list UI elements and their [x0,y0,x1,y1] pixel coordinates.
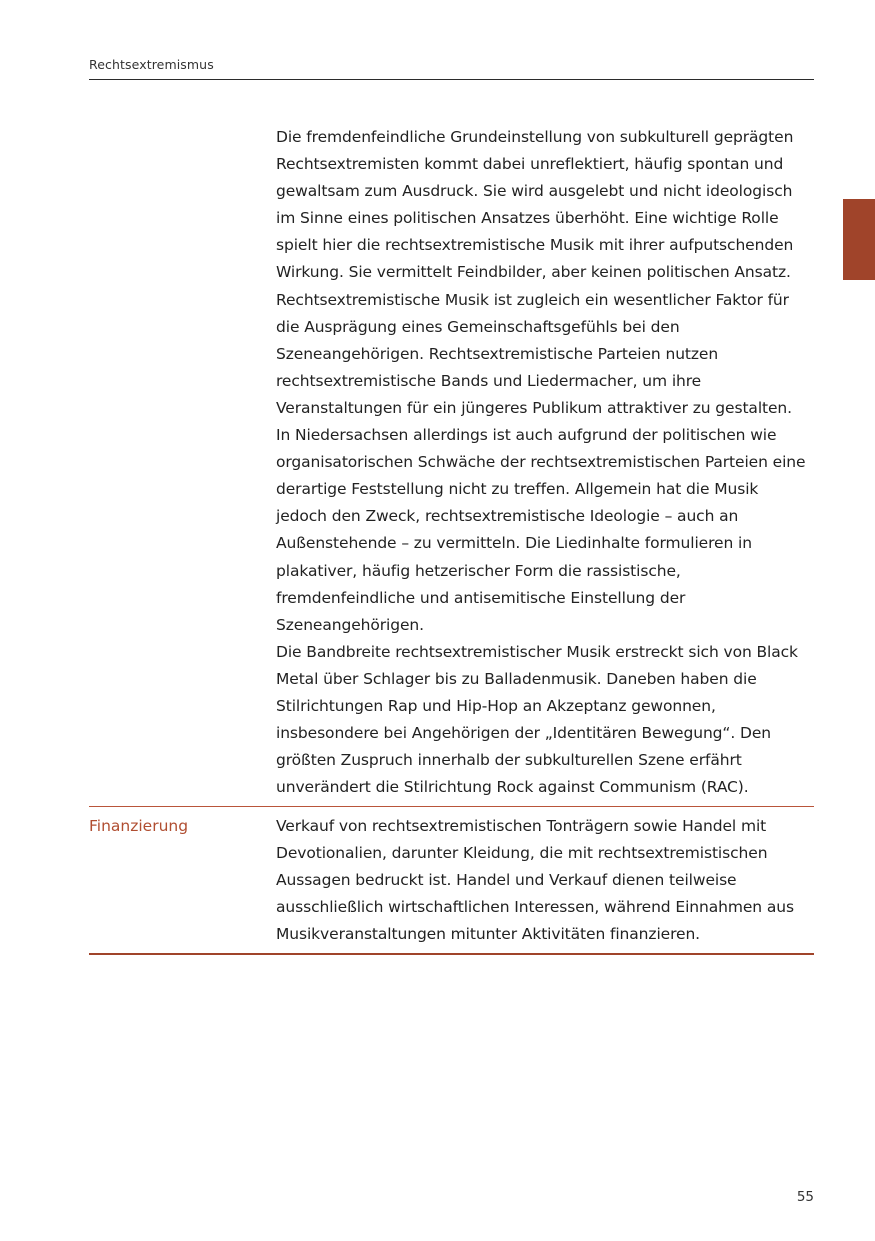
header-rule [89,79,814,80]
chapter-tab-marker [843,199,875,280]
row-label-finanzierung: Finanzierung [89,817,189,835]
row-body [276,124,806,801]
paragraph: Die Bandbreite rechtsextremistischer Musik erstreckt sich von Black Metal über Schlager bis zu Balladenmusik. Daneben haben die Stilrichtungen Rap und Hip-Hop an Akzeptanz gewonnen, insbesondere bei Angehörigen der „Identitären Bewegung“. Den größten Zuspruch innerhalb der subkulturellen Szene erfährt unverändert die Stilrichtung Rock against Communism (RAC). [276,642,798,797]
paragraph: Die fremdenfeindliche Grundeinstellung von subkulturell geprägten Rechtsextremisten kommt dabei unreflektiert, häufig spontan und gewaltsam zum Ausdruck. Sie wird ausgelebt und nicht ideologisch im Sinne eines politischen Ansatzes überhöht. Eine wichtige Rolle spielt hier die rechtsextremistische Musik mit ihrer aufputschenden Wirkung. Sie vermittelt Feindbilder, aber keinen politischen Ansatz. [276,128,794,282]
paragraph: Rechtsextremistische Musik ist zugleich ein wesentlicher Faktor für die Ausprägung eines Gemeinschaftsgefühls bei den Szeneangehörigen. Rechtsextremistische Parteien nutzen rechtsextremistische Bands und Liedermacher, um ihre Veranstaltungen für ein jüngeres Publikum attraktiver zu gestalten. In Niedersachsen allerdings ist auch aufgrund der politischen wie organisatorischen Schwäche der rechtsextremistischen Parteien eine derartige Feststellung nicht zu treffen. Allgemein hat die Musik jedoch den Zweck, rechtsextremistische Ideologie – auch an Außenstehende – zu vermitteln. Die Liedinhalte formulieren in plakativer, häufig hetzerischer Form die rassistische, fremdenfeindliche und antisemitische Einstellung der Szeneangehörigen. [276,290,806,634]
paragraph: Verkauf von rechtsextremistischen Tonträgern sowie Handel mit Devotionalien, darunter Kleidung, die mit rechtsextremistischen Aussagen bedruckt ist. Handel und Verkauf dienen teilweise ausschließlich wirtschaftlichen Interessen, während Einnahmen aus Musikveranstaltungen mitunter Aktivitäten finanzieren. [276,817,794,944]
running-header: Rechtsextremismus [89,57,214,72]
row-divider [89,806,814,807]
page-number: 55 [796,1189,814,1205]
table-bottom-rule [89,953,814,955]
row-body [276,813,806,948]
